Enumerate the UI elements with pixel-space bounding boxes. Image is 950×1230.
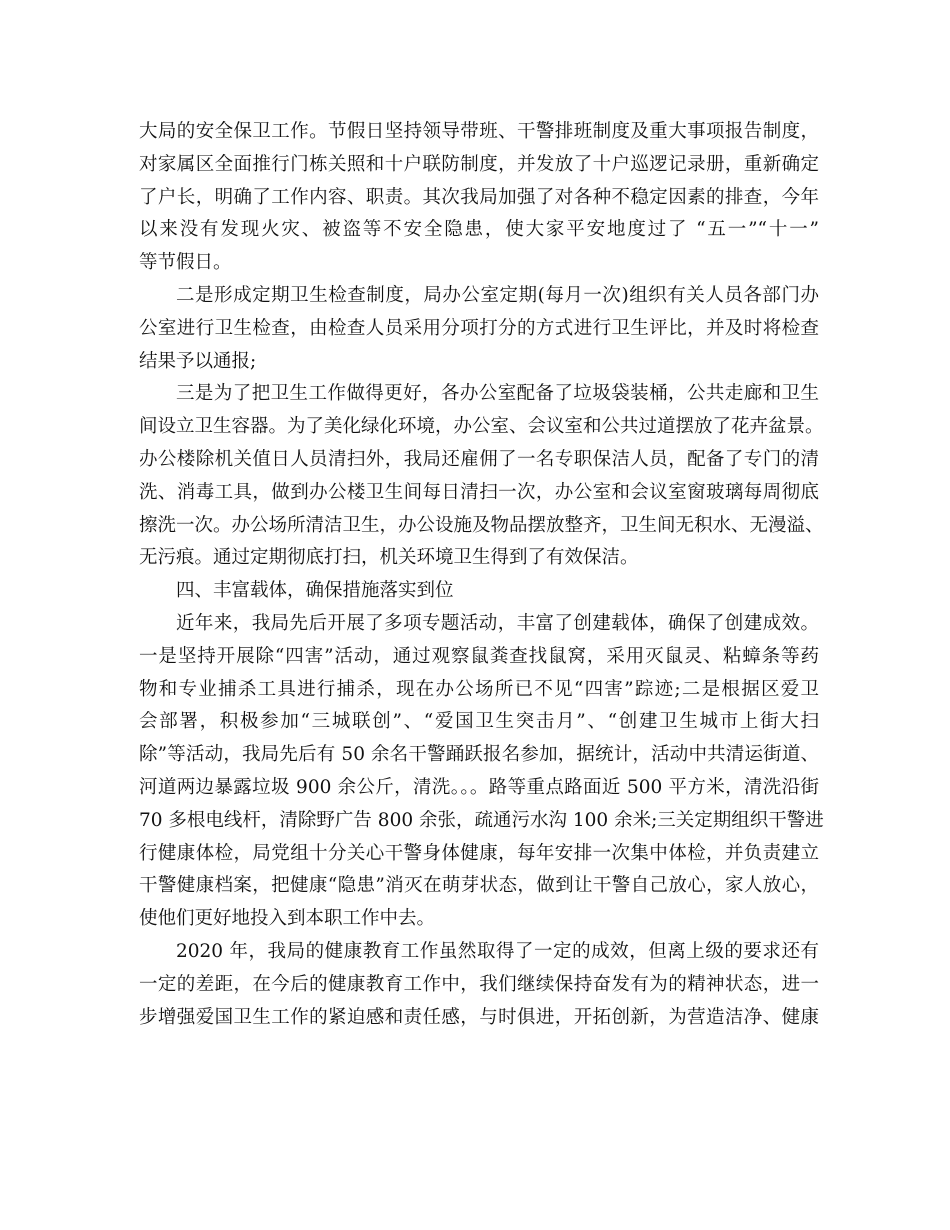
paragraph-line: 三是为了把卫生工作做得更好，各办公室配备了垃圾袋装桶，公共走廊和卫生 xyxy=(176,383,819,405)
paragraph xyxy=(139,280,819,378)
paragraph-line: 2020 年，我局的健康教育工作虽然取得了一定的成效，但离上级的要求还有 xyxy=(176,940,819,962)
paragraph-line: 公室进行卫生检查，由检查人员采用分项打分的方式进行卫生评比，并及时将检查 xyxy=(139,317,819,339)
paragraph-line: 行健康体检，局党组十分关心干警身体健康，每年安排一次集中体检，并负责建立 xyxy=(139,842,819,864)
paragraph-line: 步增强爱国卫生工作的紧迫感和责任感，与时俱进，开拓创新，为营造洁净、健康 xyxy=(139,1006,819,1028)
paragraph-line: 70 多根电线杆，清除野广告 800 余张，疏通污水沟 100 余米;三关定期组织干警进 xyxy=(139,809,824,831)
paragraph-line: 无污痕。通过定期彻底打扫，机关环境卫生得到了有效保洁。 xyxy=(139,547,639,569)
paragraph xyxy=(139,378,824,575)
paragraph-line: 除”等活动，我局先后有 50 余名干警踊跃报名参加，据统计，活动中共清运街道、 xyxy=(139,744,819,766)
paragraph-line: 近年来，我局先后开展了多项专题活动，丰富了创建载体，确保了创建成效。 xyxy=(176,612,819,634)
document-body xyxy=(139,116,824,1034)
paragraph xyxy=(139,575,819,608)
paragraph xyxy=(139,608,824,936)
paragraph-line: 会部署，积极参加“三城联创”、“爱国卫生突击月”、“创建卫生城市上街大扫 xyxy=(139,711,819,733)
paragraph-line: 间设立卫生容器。为了美化绿化环境，办公室、会议室和公共过道摆放了花卉盆景。 xyxy=(139,416,824,438)
paragraph-line: 办公楼除机关值日人员清扫外，我局还雇佣了一名专职保洁人员，配备了专门的清 xyxy=(139,448,819,470)
paragraph-line: 使他们更好地投入到本职工作中去。 xyxy=(139,908,436,930)
paragraph-line: 一定的差距，在今后的健康教育工作中，我们继续保持奋发有为的精神状态，进一 xyxy=(139,973,819,995)
paragraph-line: 四、丰富载体，确保措施落实到位 xyxy=(176,580,454,602)
paragraph-line: 以来没有发现火灾、被盗等不安全隐患，使大家平安地度过了 “五一”“十一” xyxy=(139,219,819,241)
paragraph xyxy=(139,936,819,1034)
paragraph-line: 结果予以通报; xyxy=(139,350,257,372)
paragraph-line: 洗、消毒工具，做到办公楼卫生间每日清扫一次，办公室和会议室窗玻璃每周彻底 xyxy=(139,481,819,503)
paragraph-line: 大局的安全保卫工作。节假日坚持领导带班、干警排班制度及重大事项报告制度， xyxy=(139,121,819,142)
paragraph xyxy=(139,116,819,280)
paragraph-line: 了户长，明确了工作内容、职责。其次我局加强了对各种不稳定因素的排查，今年 xyxy=(139,186,819,208)
paragraph-line: 等节假日。 xyxy=(139,252,232,274)
paragraph-line: 物和专业捕杀工具进行捕杀，现在办公场所已不见“四害”踪迹;二是根据区爱卫 xyxy=(139,678,819,700)
paragraph-line: 干警健康档案，把健康“隐患”消灭在萌芽状态，做到让干警自己放心，家人放心， xyxy=(139,875,819,897)
paragraph-line: 对家属区全面推行门栋关照和十户联防制度，并发放了十户巡逻记录册，重新确定 xyxy=(139,153,819,175)
paragraph-line: 擦洗一次。办公场所清洁卫生，办公设施及物品摆放整齐，卫生间无积水、无漫溢、 xyxy=(139,514,824,536)
paragraph-line: 一是坚持开展除“四害”活动，通过观察鼠粪查找鼠窝，采用灭鼠灵、粘蟑条等药 xyxy=(139,645,819,667)
paragraph-line: 二是形成定期卫生检查制度，局办公室定期(每月一次)组织有关人员各部门办 xyxy=(176,284,819,306)
paragraph-line: 河道两边暴露垃圾 900 余公斤，清洗。。。路等重点路面近 500 平方米，清洗沿街 xyxy=(139,776,819,798)
